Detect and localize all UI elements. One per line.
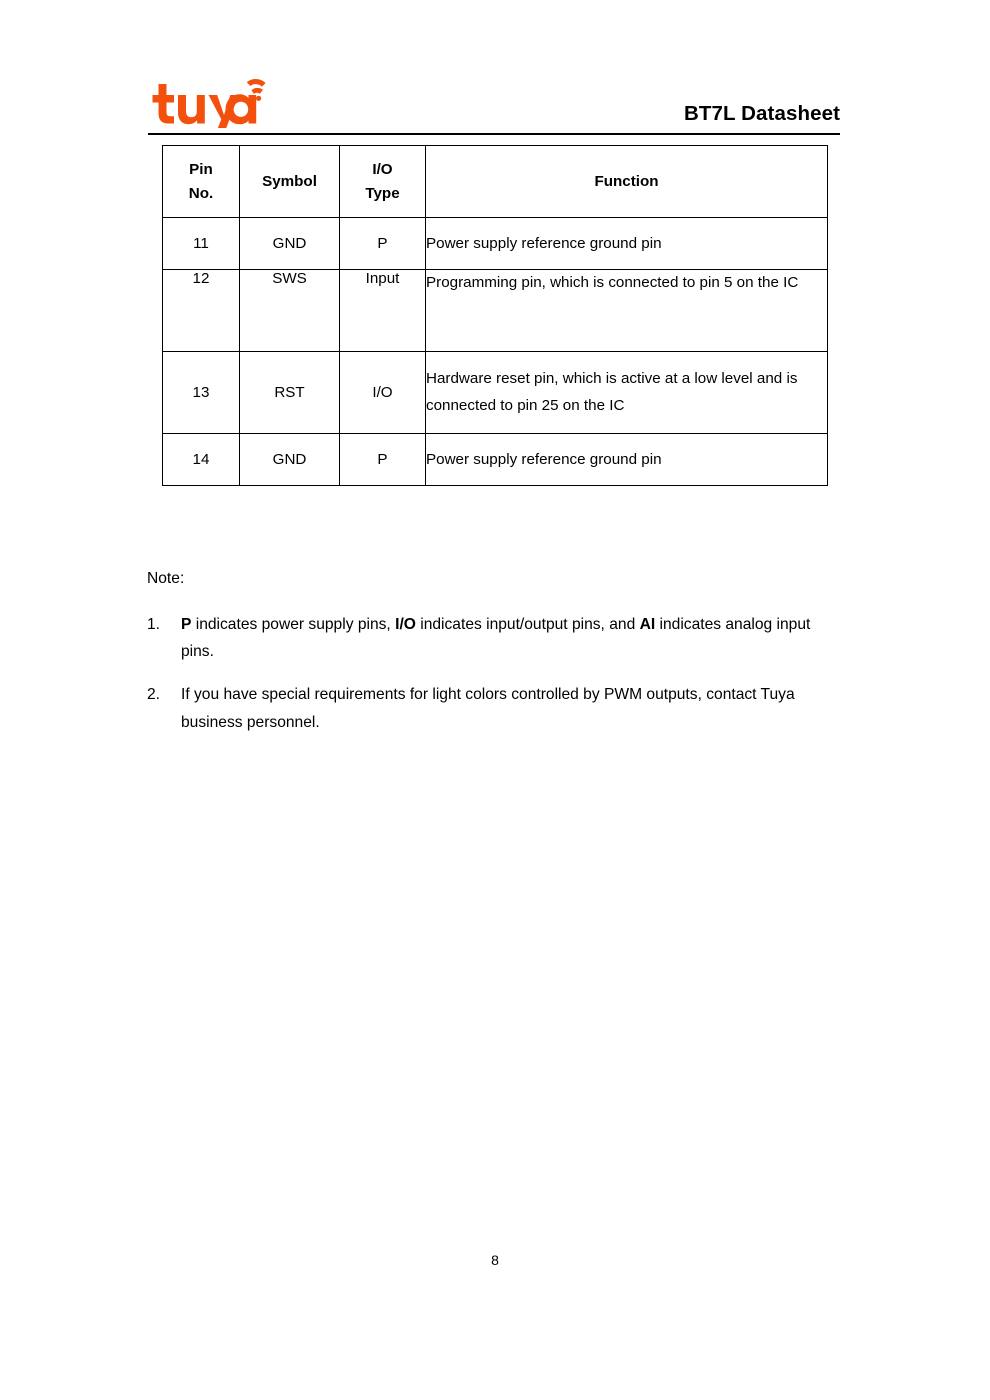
column-header-symbol (240, 146, 340, 218)
cell-symbol: GND (240, 434, 340, 486)
cell-function: Programming pin, which is connected to pin 5 on the IC (426, 270, 828, 352)
note-item (147, 611, 847, 667)
cell-symbol: RST (240, 352, 340, 434)
column-header-pin-no (163, 146, 240, 218)
table-row (163, 434, 828, 486)
cell-pin-no: 12 (163, 270, 240, 352)
cell-function: Power supply reference ground pin (426, 434, 828, 486)
tuya-logo (148, 76, 268, 128)
cell-symbol: GND (240, 218, 340, 270)
note-text: P indicates power supply pins, I/O indicates input/output pins, and AI indicates analog input pins. (181, 615, 811, 661)
column-header-function-label: Function (594, 172, 659, 190)
document-title: BT7L Datasheet (684, 102, 840, 125)
column-header-io-type-line2: Type (365, 184, 400, 202)
cell-function: Hardware reset pin, which is active at a low level and is connected to pin 25 on the IC (426, 352, 828, 434)
note-number: 1. (147, 615, 161, 633)
column-header-pin-no-line2: No. (188, 184, 214, 202)
column-header-io-type (340, 146, 426, 218)
cell-function: Power supply reference ground pin (426, 218, 828, 270)
cell-pin-no: 11 (163, 218, 240, 270)
pin-definition-table (162, 145, 828, 486)
table-row (163, 270, 828, 352)
notes-section (147, 566, 847, 752)
cell-pin-no: 14 (163, 434, 240, 486)
cell-io-type: P (340, 434, 426, 486)
page-number: 8 (491, 1252, 499, 1268)
table-row (163, 218, 828, 270)
cell-io-type: Input (340, 270, 426, 352)
cell-pin-no: 13 (163, 352, 240, 434)
note-item (147, 681, 847, 737)
header-divider (148, 133, 840, 135)
cell-io-type: P (340, 218, 426, 270)
notes-label: Note: (147, 570, 185, 587)
document-header (148, 72, 840, 136)
column-header-function (426, 146, 828, 218)
column-header-pin-no-line1: Pin (189, 161, 213, 178)
column-header-symbol-label: Symbol (262, 172, 317, 190)
cell-io-type: I/O (340, 352, 426, 434)
note-text: If you have special requirements for light colors controlled by PWM outputs, contact Tuya business personnel. (181, 686, 795, 731)
table-row (163, 352, 828, 434)
table-header-row (163, 146, 828, 218)
note-number: 2. (147, 686, 161, 703)
column-header-io-type-line1: I/O (372, 161, 393, 178)
cell-symbol: SWS (240, 270, 340, 352)
